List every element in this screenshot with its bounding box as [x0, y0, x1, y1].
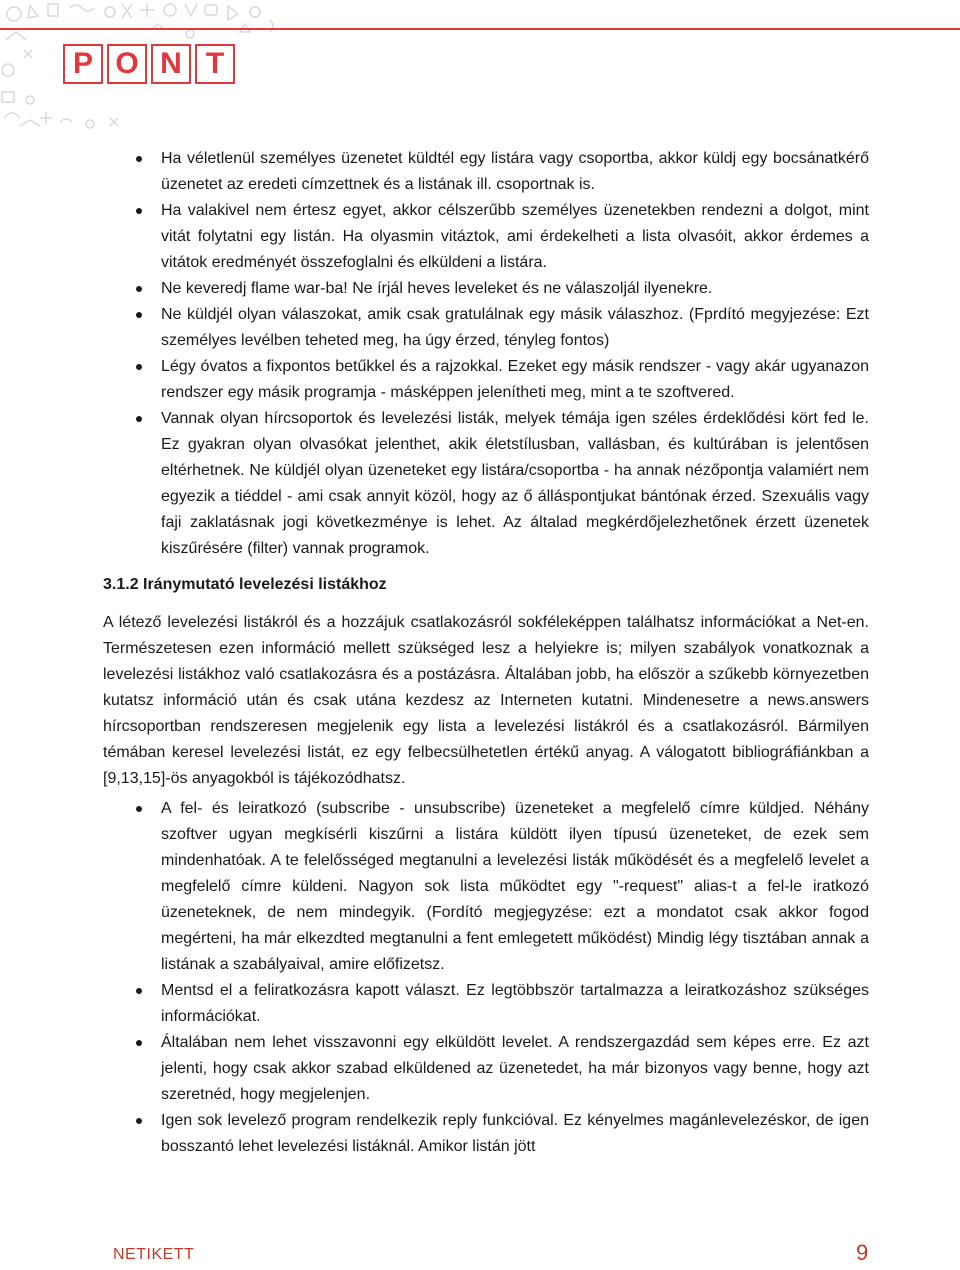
- bullet-list-mailing-lists: [103, 796, 869, 1160]
- footer-title: NETIKETT: [113, 1246, 195, 1263]
- pont-logo: [63, 44, 235, 84]
- list-item: Ha valakivel nem értesz egyet, akkor célszerűbb személyes üzenetekben rendezni a dolgot, mint vitát folytatni egy listán. Ha olyasmin vitáztok, ami érdekelheti a lista olvasóit, akkor érdemes a vitátok eredményét összefoglalni és elküldeni a listára.: [103, 198, 869, 276]
- page-header: [0, 0, 960, 140]
- bullet-list-guidelines: [103, 146, 869, 562]
- logo-letter: P: [63, 44, 103, 84]
- list-item: Mentsd el a feliratkozásra kapott választ. Ez legtöbbször tartalmazza a leiratkozáshoz szükséges információkat.: [103, 978, 869, 1030]
- page-number: 9: [856, 1240, 869, 1265]
- list-item: Ha véletlenül személyes üzenetet küldtél egy listára vagy csoportba, akkor küldj egy bocsánatkérő üzenetet az eredeti címzettnek és a listának ill. csoportnak is.: [103, 146, 869, 198]
- list-item: Igen sok levelező program rendelkezik reply funkcióval. Ez kényelmes magánlevelezéskor, de igen bosszantó lehet levelezési listáknál. Amikor listán jött: [103, 1108, 869, 1160]
- logo-letter: O: [107, 44, 147, 84]
- list-item: Légy óvatos a fixpontos betűkkel és a rajzokkal. Ezeket egy másik rendszer - vagy akár ugyanazon rendszer egy másik programja - másképpen jelenítheti meg, mint a te szoftvered.: [103, 354, 869, 406]
- section-heading: 3.1.2 Iránymutató levelezési listákhoz: [103, 576, 387, 593]
- logo-letter: T: [195, 44, 235, 84]
- body-paragraph: A létező levelezési listákról és a hozzájuk csatlakozásról sokféleképpen találhatsz információkat a Net-en. Természetesen ezen információ mellett szükséged lesz a helyiekre is; milyen szabályok vonatkoznak a levelezési listákhoz való csatlakozásra és a postázásra. Általában jobb, ha először a szűkebb környezetben kutatsz információ után és csak utána kezdesz az Interneten kutatni. Mindenesetre a news.answers hírcsoportban rendszeresen megjelenik egy lista a levelezési listákról és a csatlakozásról. Bármilyen témában keresel levelezési listát, ez egy felbecsülhetetlen értékű anyag. A válogatott bibliográfiánkban a [9,13,15]-ös anyagokból is tájékozódhatsz.: [103, 614, 869, 787]
- document-body: [103, 146, 869, 1160]
- list-item: Ne keveredj flame war-ba! Ne írjál heves leveleket és ne válaszoljál ilyenekre.: [103, 276, 869, 302]
- list-item: Általában nem lehet visszavonni egy elküldött levelet. A rendszergazdád sem képes erre. Ez azt jelenti, hogy csak akkor szabad elküldened az üzenetedet, ha már bizonyos vagy benne, hogy azt szeretnéd, hogy megjelenjen.: [103, 1030, 869, 1108]
- list-item: A fel- és leiratkozó (subscribe - unsubscribe) üzeneteket a megfelelő címre küldjed. Néhány szoftver ugyan megkísérli kiszűrni a listára küldött ilyen típusú üzeneteket, de ezek sem mindenhatóak. A te felelősséged megtanulni a levelezési listák működését és a megfelelő levelet a megfelelő címre küldeni. Nagyon sok lista működtet egy "-request" alias-t a fel-le iratkozó üzeneteknek, de nem mindegyik. (Fordító megjegyzése: ezt a mondatot csak akkor fogod megérteni, ha már elkezdted megtanulni a fent emlegetett működést) Mindig légy tisztában annak a listának a szabályaival, amire előfizetsz.: [103, 796, 869, 978]
- list-item: Ne küldjél olyan válaszokat, amik csak gratulálnak egy másik válaszhoz. (Fprdító megyjezése: Ezt személyes levélben teheted meg, ha úgy érzed, tényleg fontos): [103, 302, 869, 354]
- list-item: Vannak olyan hírcsoportok és levelezési listák, melyek témája igen széles érdeklődési kört fed le. Ez gyakran olyan olvasókat jelenthet, akik életstílusban, vallásban, és kultúrában is jelentősen eltérhetnek. Ne küldjél olyan üzeneteket egy listára/csoportba - ha annak nézőpontja valamiért nem egyezik a tiéddel - ami csak annyit közöl, hogy az ő álláspontjukat bántónak érzed. Szexuális vagy faji zaklatásnak jogi következménye is lehet. Az általad megkérdőjelezhetőnek érzett üzenetek kiszűrésére (filter) vannak programok.: [103, 406, 869, 562]
- header-accent-bar: [0, 28, 960, 30]
- logo-letter: N: [151, 44, 191, 84]
